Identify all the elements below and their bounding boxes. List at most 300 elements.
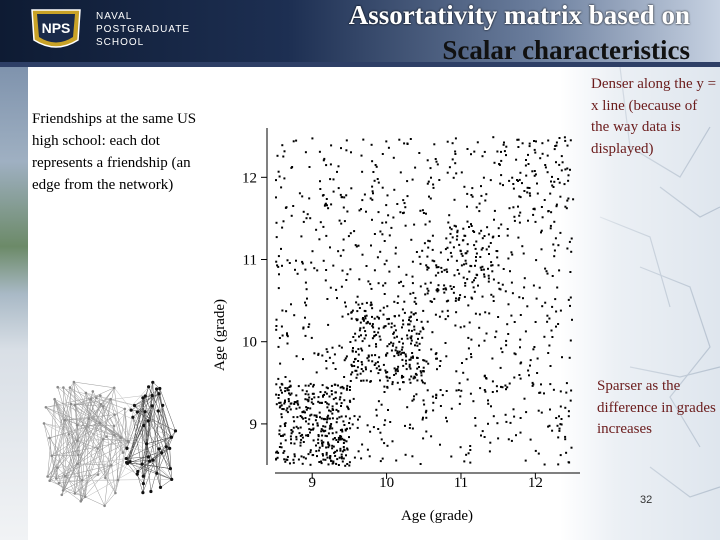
friendship-dot [302, 463, 304, 465]
friendship-dot [467, 304, 469, 306]
friendship-dot [299, 407, 301, 409]
friendship-dot [283, 177, 285, 179]
friendship-dot [463, 460, 465, 462]
friendship-dot [520, 432, 522, 434]
friendship-dot [474, 291, 476, 293]
friendship-dot [305, 335, 307, 337]
friendship-dot [463, 186, 465, 188]
friendship-dot [406, 406, 408, 408]
friendship-dot [454, 274, 456, 276]
friendship-dot [437, 289, 439, 291]
friendship-dot [348, 422, 350, 424]
friendship-dot [292, 205, 294, 207]
friendship-dot [288, 406, 290, 408]
friendship-dot [403, 352, 405, 354]
friendship-dot [413, 326, 415, 328]
friendship-dot [277, 378, 279, 380]
friendship-dot [423, 399, 425, 401]
friendship-dot [364, 338, 366, 340]
friendship-dot [411, 455, 413, 457]
network-node [76, 424, 79, 427]
friendship-dot [558, 430, 560, 432]
friendship-dot [478, 327, 480, 329]
friendship-dot [389, 421, 391, 423]
friendship-dot [393, 301, 395, 303]
friendship-dot [571, 447, 573, 449]
friendship-dot [304, 411, 306, 413]
friendship-dot [291, 215, 293, 217]
friendship-dot [362, 370, 364, 372]
friendship-dot [546, 321, 548, 323]
friendship-dot [467, 148, 469, 150]
friendship-dot [436, 161, 438, 163]
friendship-dot [382, 153, 384, 155]
friendship-dot [378, 182, 380, 184]
friendship-dot [555, 417, 557, 419]
friendship-dot [296, 426, 298, 428]
friendship-dot [396, 352, 398, 354]
friendship-dot [411, 352, 413, 354]
friendship-dot [515, 434, 517, 436]
friendship-dot [343, 442, 345, 444]
friendship-dot [346, 389, 348, 391]
friendship-dot [402, 376, 404, 378]
friendship-dot [426, 288, 428, 290]
friendship-dot [294, 269, 296, 271]
friendship-dot [387, 445, 389, 447]
friendship-dot [316, 416, 318, 418]
friendship-dot [460, 446, 462, 448]
friendship-dot [430, 198, 432, 200]
friendship-dot [461, 171, 463, 173]
friendship-dot [384, 419, 386, 421]
friendship-dot [290, 442, 292, 444]
friendship-dot [358, 354, 360, 356]
network-node [99, 422, 102, 425]
friendship-dot [447, 172, 449, 174]
friendship-dot [541, 230, 543, 232]
friendship-dot [329, 456, 331, 458]
friendship-dot [332, 408, 334, 410]
friendship-dot [419, 210, 421, 212]
friendship-dot [535, 140, 537, 142]
friendship-dot [425, 213, 427, 215]
friendship-dot [358, 304, 360, 306]
x-tick-label: 12 [527, 475, 543, 491]
friendship-dot [361, 361, 363, 363]
friendship-dot [530, 439, 532, 441]
friendship-dot [343, 449, 345, 451]
network-node [58, 482, 61, 485]
friendship-dot [289, 462, 291, 464]
friendship-dot [461, 253, 463, 255]
friendship-dot [422, 327, 424, 329]
friendship-dot [328, 432, 330, 434]
friendship-dot [513, 408, 515, 410]
friendship-dot [384, 263, 386, 265]
friendship-dot [544, 199, 546, 201]
friendship-dot [365, 334, 367, 336]
friendship-dot [568, 415, 570, 417]
network-edge [62, 459, 127, 495]
note-sparser-offdiagonal: Sparser as the difference in grades increases [597, 378, 716, 437]
friendship-dot [470, 356, 472, 358]
friendship-dot [305, 417, 307, 419]
friendship-dot [303, 221, 305, 223]
friendship-dot [448, 214, 450, 216]
friendship-dot [553, 389, 555, 391]
friendship-dot [480, 195, 482, 197]
friendship-dot [330, 163, 332, 165]
friendship-dot [440, 360, 442, 362]
friendship-dot [395, 347, 397, 349]
friendship-dot [383, 424, 385, 426]
friendship-dot [410, 239, 412, 241]
friendship-dot [511, 282, 513, 284]
friendship-dot [343, 424, 345, 426]
friendship-dot [413, 224, 415, 226]
friendship-dot [473, 279, 475, 281]
left-photo-strip [0, 67, 28, 540]
friendship-dot [443, 284, 445, 286]
friendship-dot [377, 361, 379, 363]
friendship-dot [570, 400, 572, 402]
friendship-dot [536, 372, 538, 374]
friendship-dot [401, 359, 403, 361]
friendship-dot [492, 380, 494, 382]
friendship-dot [487, 423, 489, 425]
friendship-dot [484, 436, 486, 438]
friendship-dot [300, 435, 302, 437]
friendship-dot [382, 458, 384, 460]
friendship-dot [279, 406, 281, 408]
friendship-dot [529, 145, 531, 147]
friendship-dot [279, 387, 281, 389]
friendship-dot [460, 326, 462, 328]
friendship-dot [392, 343, 394, 345]
friendship-dot [326, 367, 328, 369]
friendship-dot [468, 452, 470, 454]
friendship-dot [420, 263, 422, 265]
friendship-dot [389, 377, 391, 379]
friendship-dot [496, 385, 498, 387]
friendship-dot [404, 202, 406, 204]
friendship-dot [282, 452, 284, 454]
friendship-dot [363, 320, 365, 322]
friendship-dot [422, 437, 424, 439]
friendship-dot [374, 364, 376, 366]
friendship-dot [341, 457, 343, 459]
friendship-dot [313, 267, 315, 269]
friendship-dot [426, 361, 428, 363]
friendship-dot [480, 267, 482, 269]
friendship-dot [527, 187, 529, 189]
friendship-dot [355, 244, 357, 246]
friendship-dot [370, 302, 372, 304]
network-node [62, 489, 65, 492]
network-node [45, 406, 48, 409]
friendship-dot [533, 285, 535, 287]
friendship-dot [494, 210, 496, 212]
friendship-dot [317, 425, 319, 427]
friendship-dot [295, 140, 297, 142]
friendship-dot [333, 191, 335, 193]
y-tick-label: 12 [242, 170, 257, 187]
friendship-dot [398, 282, 400, 284]
friendship-dot [371, 186, 373, 188]
friendship-dot [305, 393, 307, 395]
friendship-dot [445, 342, 447, 344]
friendship-dot [473, 244, 475, 246]
friendship-dot [335, 439, 337, 441]
friendship-dot [408, 319, 410, 321]
friendship-dot [276, 319, 278, 321]
friendship-dot [288, 398, 290, 400]
friendship-dot [452, 158, 454, 160]
friendship-dot [395, 349, 397, 351]
friendship-dot [412, 276, 414, 278]
friendship-dot [560, 406, 562, 408]
network-node [62, 386, 65, 389]
friendship-dot [286, 334, 288, 336]
friendship-dot [568, 410, 570, 412]
friendship-dot [508, 438, 510, 440]
network-node [110, 464, 113, 467]
friendship-dot [301, 261, 303, 263]
friendship-dot [515, 159, 517, 161]
friendship-dot [554, 250, 556, 252]
friendship-dot [324, 430, 326, 432]
friendship-dot [331, 393, 333, 395]
page-number: 32 [640, 494, 653, 506]
friendship-dot [349, 461, 351, 463]
x-axis-label: Age (grade) [400, 508, 474, 524]
friendship-dot [494, 162, 496, 164]
network-node [151, 394, 154, 397]
friendship-dot [330, 425, 332, 427]
friendship-dot [457, 269, 459, 271]
friendship-dot [300, 427, 302, 429]
friendship-dot [447, 247, 449, 249]
friendship-dot [375, 346, 377, 348]
friendship-dot [541, 248, 543, 250]
friendship-dot [302, 328, 304, 330]
friendship-dot [308, 385, 310, 387]
friendship-dot [405, 274, 407, 276]
friendship-dot [535, 173, 537, 175]
friendship-dot [459, 382, 461, 384]
friendship-dot [309, 407, 311, 409]
friendship-dot [330, 460, 332, 462]
friendship-dot [372, 326, 374, 328]
friendship-dot [398, 266, 400, 268]
friendship-dot [454, 153, 456, 155]
friendship-dot [423, 212, 425, 214]
friendship-dot [488, 246, 490, 248]
friendship-dot [452, 236, 454, 238]
friendship-dot [473, 151, 475, 153]
friendship-dot [449, 242, 451, 244]
network-graph-image [30, 360, 195, 520]
friendship-dot [326, 454, 328, 456]
friendship-dot [305, 406, 307, 408]
friendship-dot [380, 339, 382, 341]
friendship-dot [561, 169, 563, 171]
friendship-dot [307, 400, 309, 402]
friendship-dot [427, 290, 429, 292]
friendship-dot [276, 403, 278, 405]
friendship-dot [312, 424, 314, 426]
friendship-dot [381, 438, 383, 440]
network-node [109, 398, 112, 401]
network-node [124, 408, 127, 411]
network-node [170, 436, 173, 439]
friendship-dot [316, 371, 318, 373]
friendship-dot [318, 450, 320, 452]
friendship-dot [341, 196, 343, 198]
friendship-dot [510, 315, 512, 317]
friendship-dot [559, 423, 561, 425]
friendship-dot [374, 269, 376, 271]
friendship-dot [345, 194, 347, 196]
friendship-dot [414, 301, 416, 303]
friendship-dot [293, 140, 295, 142]
friendship-dot [564, 136, 566, 138]
friendship-dot [481, 269, 483, 271]
friendship-dot [371, 304, 373, 306]
friendship-dot [561, 356, 563, 358]
friendship-dot [467, 243, 469, 245]
friendship-dot [557, 436, 559, 438]
network-node [77, 454, 80, 457]
friendship-dot [544, 464, 546, 466]
friendship-dot [401, 352, 403, 354]
friendship-dot [459, 395, 461, 397]
friendship-dot [362, 318, 364, 320]
friendship-dot [427, 247, 429, 249]
friendship-dot [498, 227, 500, 229]
friendship-dot [289, 386, 291, 388]
friendship-dot [407, 338, 409, 340]
friendship-dot [384, 240, 386, 242]
friendship-dot [435, 394, 437, 396]
friendship-dot [558, 415, 560, 417]
friendship-dot [508, 180, 510, 182]
friendship-dot [370, 370, 372, 372]
friendship-dot [300, 445, 302, 447]
friendship-dot [468, 347, 470, 349]
network-node [113, 387, 116, 390]
friendship-dot [372, 337, 374, 339]
network-node [157, 409, 160, 412]
friendship-dot [401, 326, 403, 328]
friendship-dot [355, 370, 357, 372]
friendship-dot [391, 323, 393, 325]
friendship-dot [402, 323, 404, 325]
friendship-dot [279, 425, 281, 427]
friendship-dot [317, 439, 319, 441]
friendship-dot [378, 356, 380, 358]
network-edge [46, 407, 103, 439]
plot-dots-layer [275, 136, 574, 467]
friendship-dot [422, 419, 424, 421]
friendship-dot [315, 229, 317, 231]
friendship-dot [395, 329, 397, 331]
friendship-dot [498, 264, 500, 266]
friendship-dot [292, 459, 294, 461]
logo-text: NPS [41, 20, 71, 36]
x-tick-label: 10 [379, 475, 395, 491]
friendship-dot [332, 265, 334, 267]
friendship-dot [558, 164, 560, 166]
friendship-dot [445, 237, 447, 239]
friendship-dot [347, 313, 349, 315]
friendship-dot [417, 363, 419, 365]
friendship-dot [525, 165, 527, 167]
network-node [61, 494, 64, 497]
network-node [151, 381, 154, 384]
network-node [56, 466, 59, 469]
friendship-dot [326, 452, 328, 454]
friendship-dot [412, 292, 414, 294]
friendship-dot [307, 394, 309, 396]
friendship-dot [541, 305, 543, 307]
friendship-dot [446, 420, 448, 422]
friendship-dot [414, 344, 416, 346]
slide-title [250, 0, 690, 68]
friendship-dot [309, 451, 311, 453]
friendship-dot [357, 374, 359, 376]
friendship-dot [550, 181, 552, 183]
y-tick-label: 11 [242, 252, 257, 269]
friendship-dot [507, 333, 509, 335]
friendship-dot [305, 434, 307, 436]
friendship-dot [340, 194, 342, 196]
friendship-dot [566, 248, 568, 250]
friendship-dot [500, 151, 502, 153]
friendship-dot [554, 148, 556, 150]
friendship-dot [465, 260, 467, 262]
friendship-dot [427, 363, 429, 365]
friendship-dot [480, 185, 482, 187]
friendship-dot [373, 331, 375, 333]
network-node [122, 451, 125, 454]
friendship-dot [385, 204, 387, 206]
friendship-dot [547, 140, 549, 142]
friendship-dot [422, 209, 424, 211]
friendship-dot [424, 242, 426, 244]
friendship-dot [535, 450, 537, 452]
friendship-dot [481, 249, 483, 251]
friendship-dot [304, 398, 306, 400]
friendship-dot [530, 359, 532, 361]
friendship-dot [336, 403, 338, 405]
friendship-dot [431, 331, 433, 333]
friendship-dot [568, 174, 570, 176]
friendship-dot [518, 215, 520, 217]
friendship-dot [321, 435, 323, 437]
friendship-dot [308, 397, 310, 399]
network-node [136, 410, 139, 413]
friendship-dot [368, 345, 370, 347]
friendship-dot [491, 358, 493, 360]
friendship-dot [512, 206, 514, 208]
friendship-dot [440, 405, 442, 407]
friendship-dot [346, 355, 348, 357]
friendship-dot [525, 159, 527, 161]
friendship-dot [514, 220, 516, 222]
friendship-dot [322, 429, 324, 431]
